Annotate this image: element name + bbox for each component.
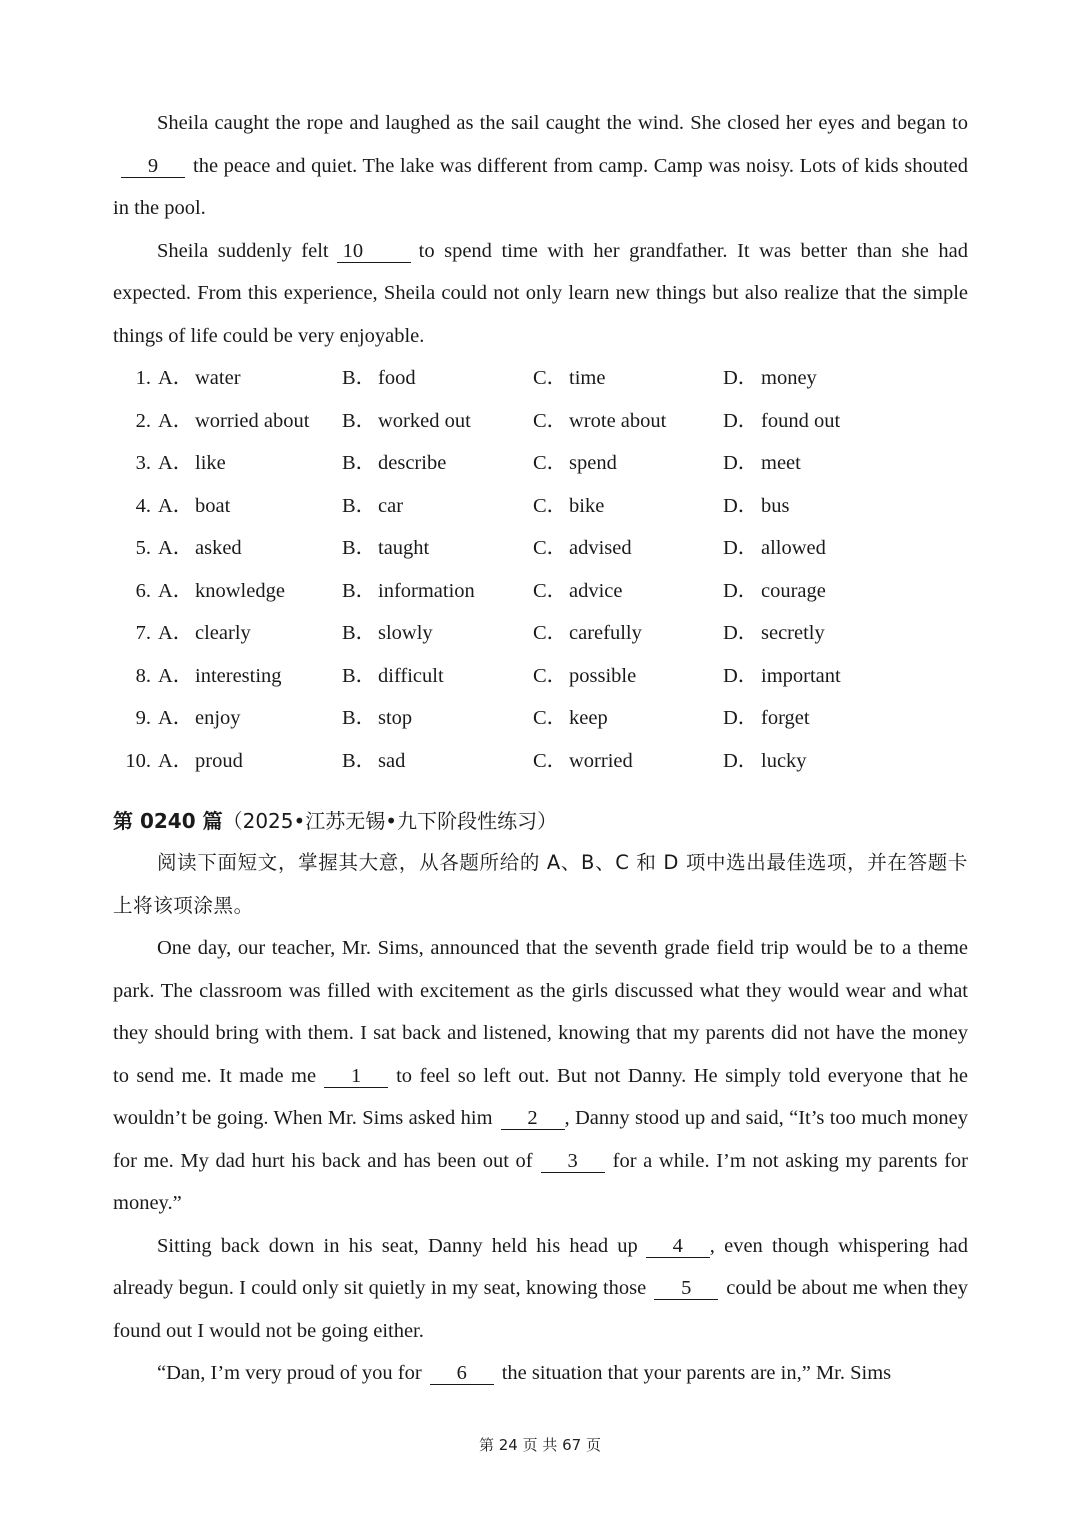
page-content <box>113 102 968 1395</box>
text-segment: could be about me when they found out I would not be going either. <box>113 1277 968 1342</box>
option-c: time <box>569 367 606 389</box>
option-a: proud <box>195 749 243 772</box>
option-letter-c: C． <box>533 367 568 389</box>
option-letter-b: B． <box>342 494 377 517</box>
passage1-paragraph2 <box>113 230 968 358</box>
text-segment: for a while. I’m not asking my parents for money.” <box>113 1149 968 1214</box>
text-segment: , Danny stood up and said, “It’s too much money for me. My dad hurt his back and has been out of <box>113 1107 968 1172</box>
option-d: money <box>761 367 817 389</box>
option-row <box>113 485 968 528</box>
option-b: information <box>378 579 475 602</box>
option-d: allowed <box>761 537 826 559</box>
option-b: food <box>378 367 416 389</box>
option-row <box>113 570 968 613</box>
blank-6: 6 <box>430 1362 494 1385</box>
blank-5: 5 <box>654 1277 718 1300</box>
option-letter-a: A． <box>158 367 194 389</box>
option-letter-c: C． <box>533 622 568 644</box>
option-letter-d: D． <box>723 494 759 517</box>
option-a: water <box>195 367 241 389</box>
option-c: worried <box>569 749 633 772</box>
blank-1: 1 <box>324 1065 388 1088</box>
question-number: 5. <box>135 537 151 559</box>
option-letter-c: C． <box>533 664 568 687</box>
option-a: worried about <box>195 409 310 432</box>
option-d: found out <box>761 409 841 432</box>
question-number: 3. <box>135 452 151 474</box>
option-a: enjoy <box>195 707 241 729</box>
option-c: wrote about <box>569 409 667 432</box>
option-letter-d: D． <box>723 409 759 432</box>
blank-10: 10 <box>337 240 411 263</box>
text-segment: to feel so left out. But not Danny. He simply told everyone that he wouldn’t be going. When Mr. Sims asked him <box>113 1064 968 1129</box>
passage2-paragraph3 <box>113 1352 968 1395</box>
question-number: 8. <box>135 664 151 687</box>
section-number: 第 0240 篇 <box>113 809 223 833</box>
option-letter-a: A． <box>158 579 194 602</box>
text-segment: Sheila suddenly felt <box>157 239 329 262</box>
option-row <box>113 442 968 485</box>
option-letter-a: A． <box>158 749 194 772</box>
option-c: keep <box>569 707 608 729</box>
option-letter-d: D． <box>723 579 759 602</box>
option-b: describe <box>378 452 447 474</box>
section-heading <box>113 800 968 842</box>
option-letter-c: C． <box>533 452 568 474</box>
question-number: 6. <box>135 579 151 602</box>
option-letter-b: B． <box>342 537 377 559</box>
option-row <box>113 740 968 783</box>
option-d: important <box>761 664 841 687</box>
question-number: 2. <box>135 409 151 432</box>
option-row <box>113 357 968 400</box>
page-footer: 第 24 页 共 67 页 <box>478 1436 601 1454</box>
blank-4: 4 <box>646 1235 710 1258</box>
option-letter-b: B． <box>342 664 377 687</box>
section-source: （2025•江苏无锡•九下阶段性练习） <box>222 809 558 833</box>
option-letter-a: A． <box>158 707 194 729</box>
option-letter-c: C． <box>533 579 568 602</box>
text-segment: to spend time with her grandfather. It was better than she had expected. From this experience, Sheila could not only learn new things but also realize that the simple things of life could be very enjoyable. <box>113 239 968 347</box>
option-letter-a: A． <box>158 622 194 644</box>
option-b: taught <box>378 537 430 559</box>
option-a: clearly <box>195 622 251 644</box>
option-d: secretly <box>761 622 825 644</box>
option-letter-d: D． <box>723 622 759 644</box>
option-letter-c: C． <box>533 749 568 772</box>
options-list <box>113 357 968 782</box>
option-c: bike <box>569 494 605 517</box>
option-letter-c: C． <box>533 494 568 517</box>
option-c: advised <box>569 537 632 559</box>
instruction-text: 阅读下面短文，掌握其大意，从各题所给的 A、B、C 和 D 项中选出最佳选项，并在答题卡上将该项涂黑。 <box>113 851 968 917</box>
option-d: courage <box>761 579 826 602</box>
option-letter-d: D． <box>723 664 759 687</box>
option-letter-c: C． <box>533 537 568 559</box>
passage2-paragraph2 <box>113 1225 968 1353</box>
option-letter-b: B． <box>342 452 377 474</box>
question-number: 9. <box>135 707 151 729</box>
option-letter-b: B． <box>342 707 377 729</box>
option-d: bus <box>761 494 790 517</box>
option-letter-b: B． <box>342 409 377 432</box>
option-letter-d: D． <box>723 749 759 772</box>
option-letter-d: D． <box>723 452 759 474</box>
option-a: boat <box>195 494 231 517</box>
option-letter-c: C． <box>533 707 568 729</box>
text-segment: Sitting back down in his seat, Danny held his head up <box>157 1234 638 1257</box>
question-number: 1. <box>135 367 151 389</box>
option-row <box>113 527 968 570</box>
blank-3: 3 <box>541 1150 605 1173</box>
option-letter-b: B． <box>342 367 377 389</box>
option-a: interesting <box>195 664 282 687</box>
passage1-paragraph1 <box>113 102 968 230</box>
option-letter-d: D． <box>723 537 759 559</box>
option-letter-a: A． <box>158 452 194 474</box>
option-row <box>113 697 968 740</box>
question-number: 7. <box>135 622 151 644</box>
text-segment: the peace and quiet. The lake was different from camp. Camp was noisy. Lots of kids shouted in the pool. <box>113 154 968 219</box>
option-letter-a: A． <box>158 409 194 432</box>
passage2-paragraph1 <box>113 927 968 1225</box>
option-letter-b: B． <box>342 749 377 772</box>
option-b: stop <box>378 707 413 729</box>
text-segment: , even though whispering had already begun. I could only sit quietly in my seat, knowing those <box>113 1234 969 1299</box>
option-b: difficult <box>378 664 444 687</box>
option-d: lucky <box>761 749 807 772</box>
option-letter-d: D． <box>723 367 759 389</box>
blank-9: 9 <box>121 155 185 178</box>
option-c: carefully <box>569 622 642 644</box>
option-b: slowly <box>378 622 433 644</box>
option-b: worked out <box>378 409 471 432</box>
option-c: spend <box>569 452 617 474</box>
option-letter-a: A． <box>158 537 194 559</box>
option-c: possible <box>569 664 637 687</box>
option-letter-b: B． <box>342 579 377 602</box>
option-row <box>113 400 968 443</box>
option-a: knowledge <box>195 579 285 602</box>
option-b: car <box>378 494 404 517</box>
option-a: asked <box>195 537 242 559</box>
option-row <box>113 655 968 698</box>
option-d: meet <box>761 452 801 474</box>
option-letter-c: C． <box>533 409 568 432</box>
option-letter-b: B． <box>342 622 377 644</box>
blank-2: 2 <box>501 1107 565 1130</box>
option-c: advice <box>569 579 623 602</box>
text-segment: the situation that your parents are in,” Mr. Sims <box>501 1362 892 1384</box>
question-number: 4. <box>135 494 151 517</box>
text-segment: One day, our teacher, Mr. Sims, announced that the seventh grade field trip would be to a theme park. The classroom was filled with excitement as the girls discussed what they would wear and what they should bring with them. I sat back and listened, knowing that my parents did not have the money to send me. It made me <box>113 937 968 1087</box>
option-d: forget <box>761 707 810 729</box>
option-letter-a: A． <box>158 494 194 517</box>
text-segment: “Dan, I’m very proud of you for <box>157 1362 422 1384</box>
question-number: 10. <box>125 749 151 772</box>
option-b: sad <box>378 749 406 772</box>
option-row <box>113 612 968 655</box>
option-letter-d: D． <box>723 707 759 729</box>
option-letter-a: A． <box>158 664 194 687</box>
text-segment: Sheila caught the rope and laughed as the sail caught the wind. She closed her eyes and began to <box>157 112 968 134</box>
option-a: like <box>195 452 226 474</box>
